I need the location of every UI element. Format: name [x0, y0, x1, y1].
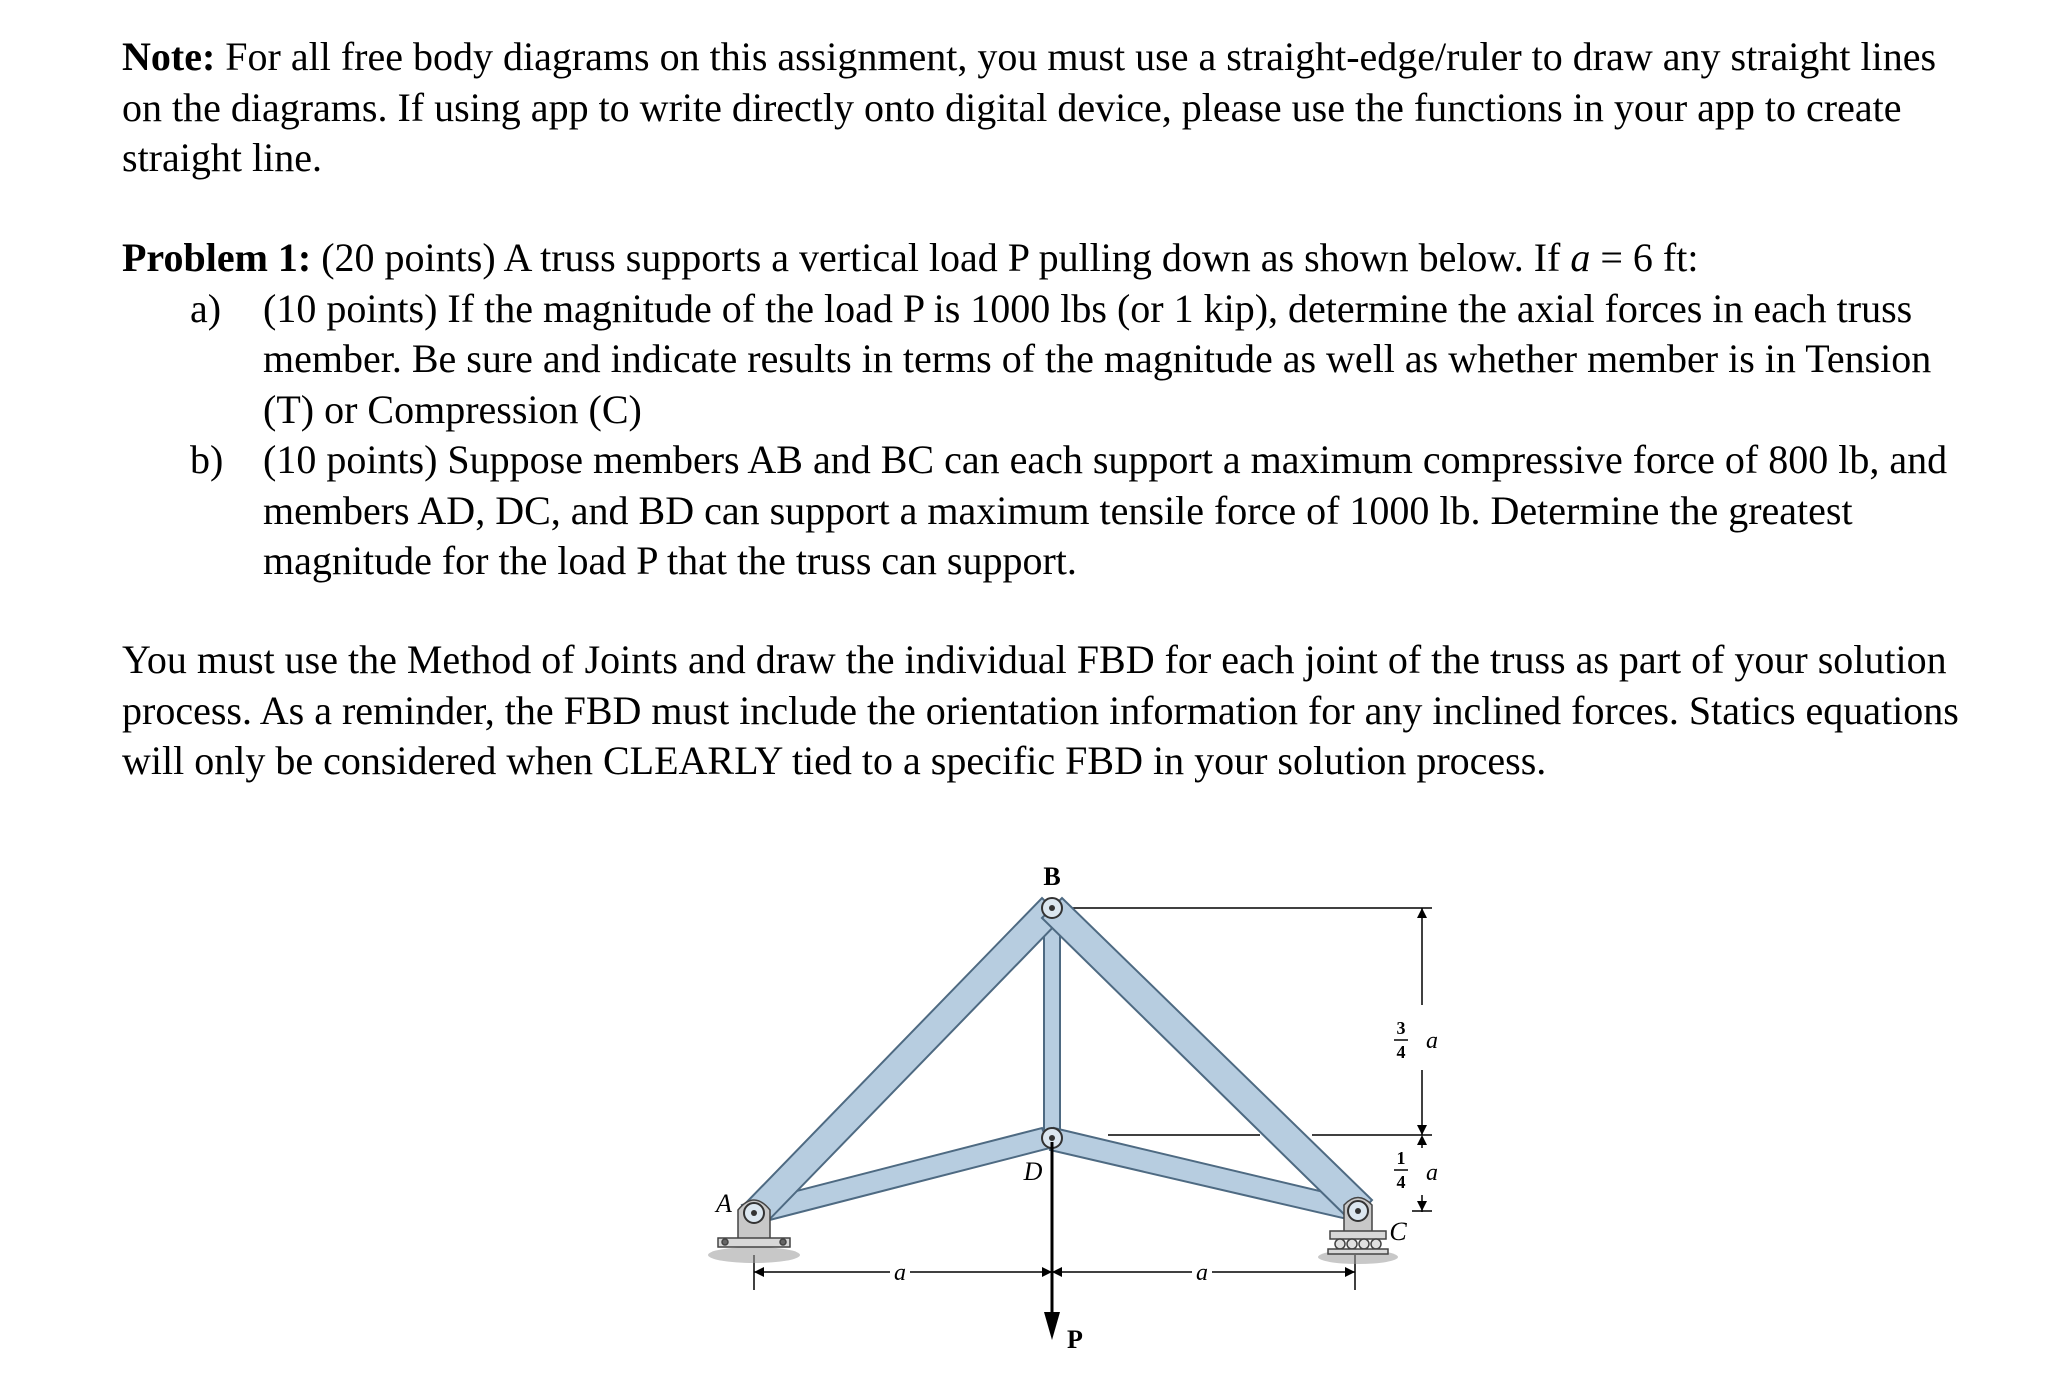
problem-intro: (20 points) A truss supports a vertical load P pulling down as shown below. If — [311, 235, 1571, 280]
label-c: C — [1389, 1217, 1407, 1246]
arrowhead — [754, 1267, 764, 1277]
arrowhead — [1417, 1135, 1427, 1145]
frac-1-4-a: a — [1426, 1160, 1438, 1186]
instructions-paragraph: You must use the Method of Joints and draw the individual FBD for each joint of the truss as part of your solution process. As a reminder, the FBD must include the orientation information for any inclined forces. Statics equations will only be considered when CLEARLY tied to a specific FBD in your solution process. — [122, 637, 1959, 783]
note-text: For all free body diagrams on this assignment, you must use a straight-edge/ruler to draw any straight lines on the diagrams. If using app to write directly onto digital device, please use the functions in your app to create straight line. — [122, 34, 1937, 180]
item-text: (10 points) If the magnitude of the load P is 1000 lbs (or 1 kip), determine the axial forces in each truss member. Be sure and indicate results in terms of the magnitude as well as whether member is in Tension (T) or Compression (C) — [263, 285, 1932, 432]
problem-condition: = 6 ft: — [1590, 235, 1699, 280]
problem-label: Problem 1: — [122, 235, 312, 280]
arrowhead — [1345, 1267, 1355, 1277]
label-p: P — [1067, 1325, 1083, 1354]
member-bd — [1044, 908, 1060, 1140]
variable-a: a — [1570, 235, 1591, 280]
frac-1-4-den: 4 — [1396, 1172, 1406, 1192]
label-d: D — [1023, 1157, 1043, 1186]
arrowhead — [1417, 1125, 1427, 1135]
label-b: B — [1043, 862, 1061, 891]
load-arrowhead — [1044, 1312, 1060, 1340]
item-marker: a) — [190, 285, 222, 331]
frac-1-4-num: 1 — [1396, 1148, 1406, 1168]
arrowhead — [1417, 1201, 1427, 1211]
dim-label-a-left: a — [894, 1260, 906, 1286]
support-shadow — [708, 1247, 800, 1263]
frac-3-4-a: a — [1426, 1028, 1438, 1054]
dim-label-a-right: a — [1196, 1260, 1208, 1286]
note-label: Note: — [122, 34, 216, 79]
frac-3-4-num: 3 — [1396, 1018, 1406, 1038]
truss-members — [742, 898, 1372, 1227]
arrowhead — [1417, 908, 1427, 918]
label-a: A — [716, 1189, 732, 1218]
item-text: (10 points) Suppose members AB and BC can each support a maximum compressive force of 800 lb, and members AD, DC, and BD can support a maximum tensile force of 1000 lb. Determine the greatest magnitude for the load P that the truss can support. — [263, 437, 1948, 583]
frac-3-4-den: 4 — [1396, 1042, 1406, 1062]
item-marker: b) — [190, 437, 224, 482]
